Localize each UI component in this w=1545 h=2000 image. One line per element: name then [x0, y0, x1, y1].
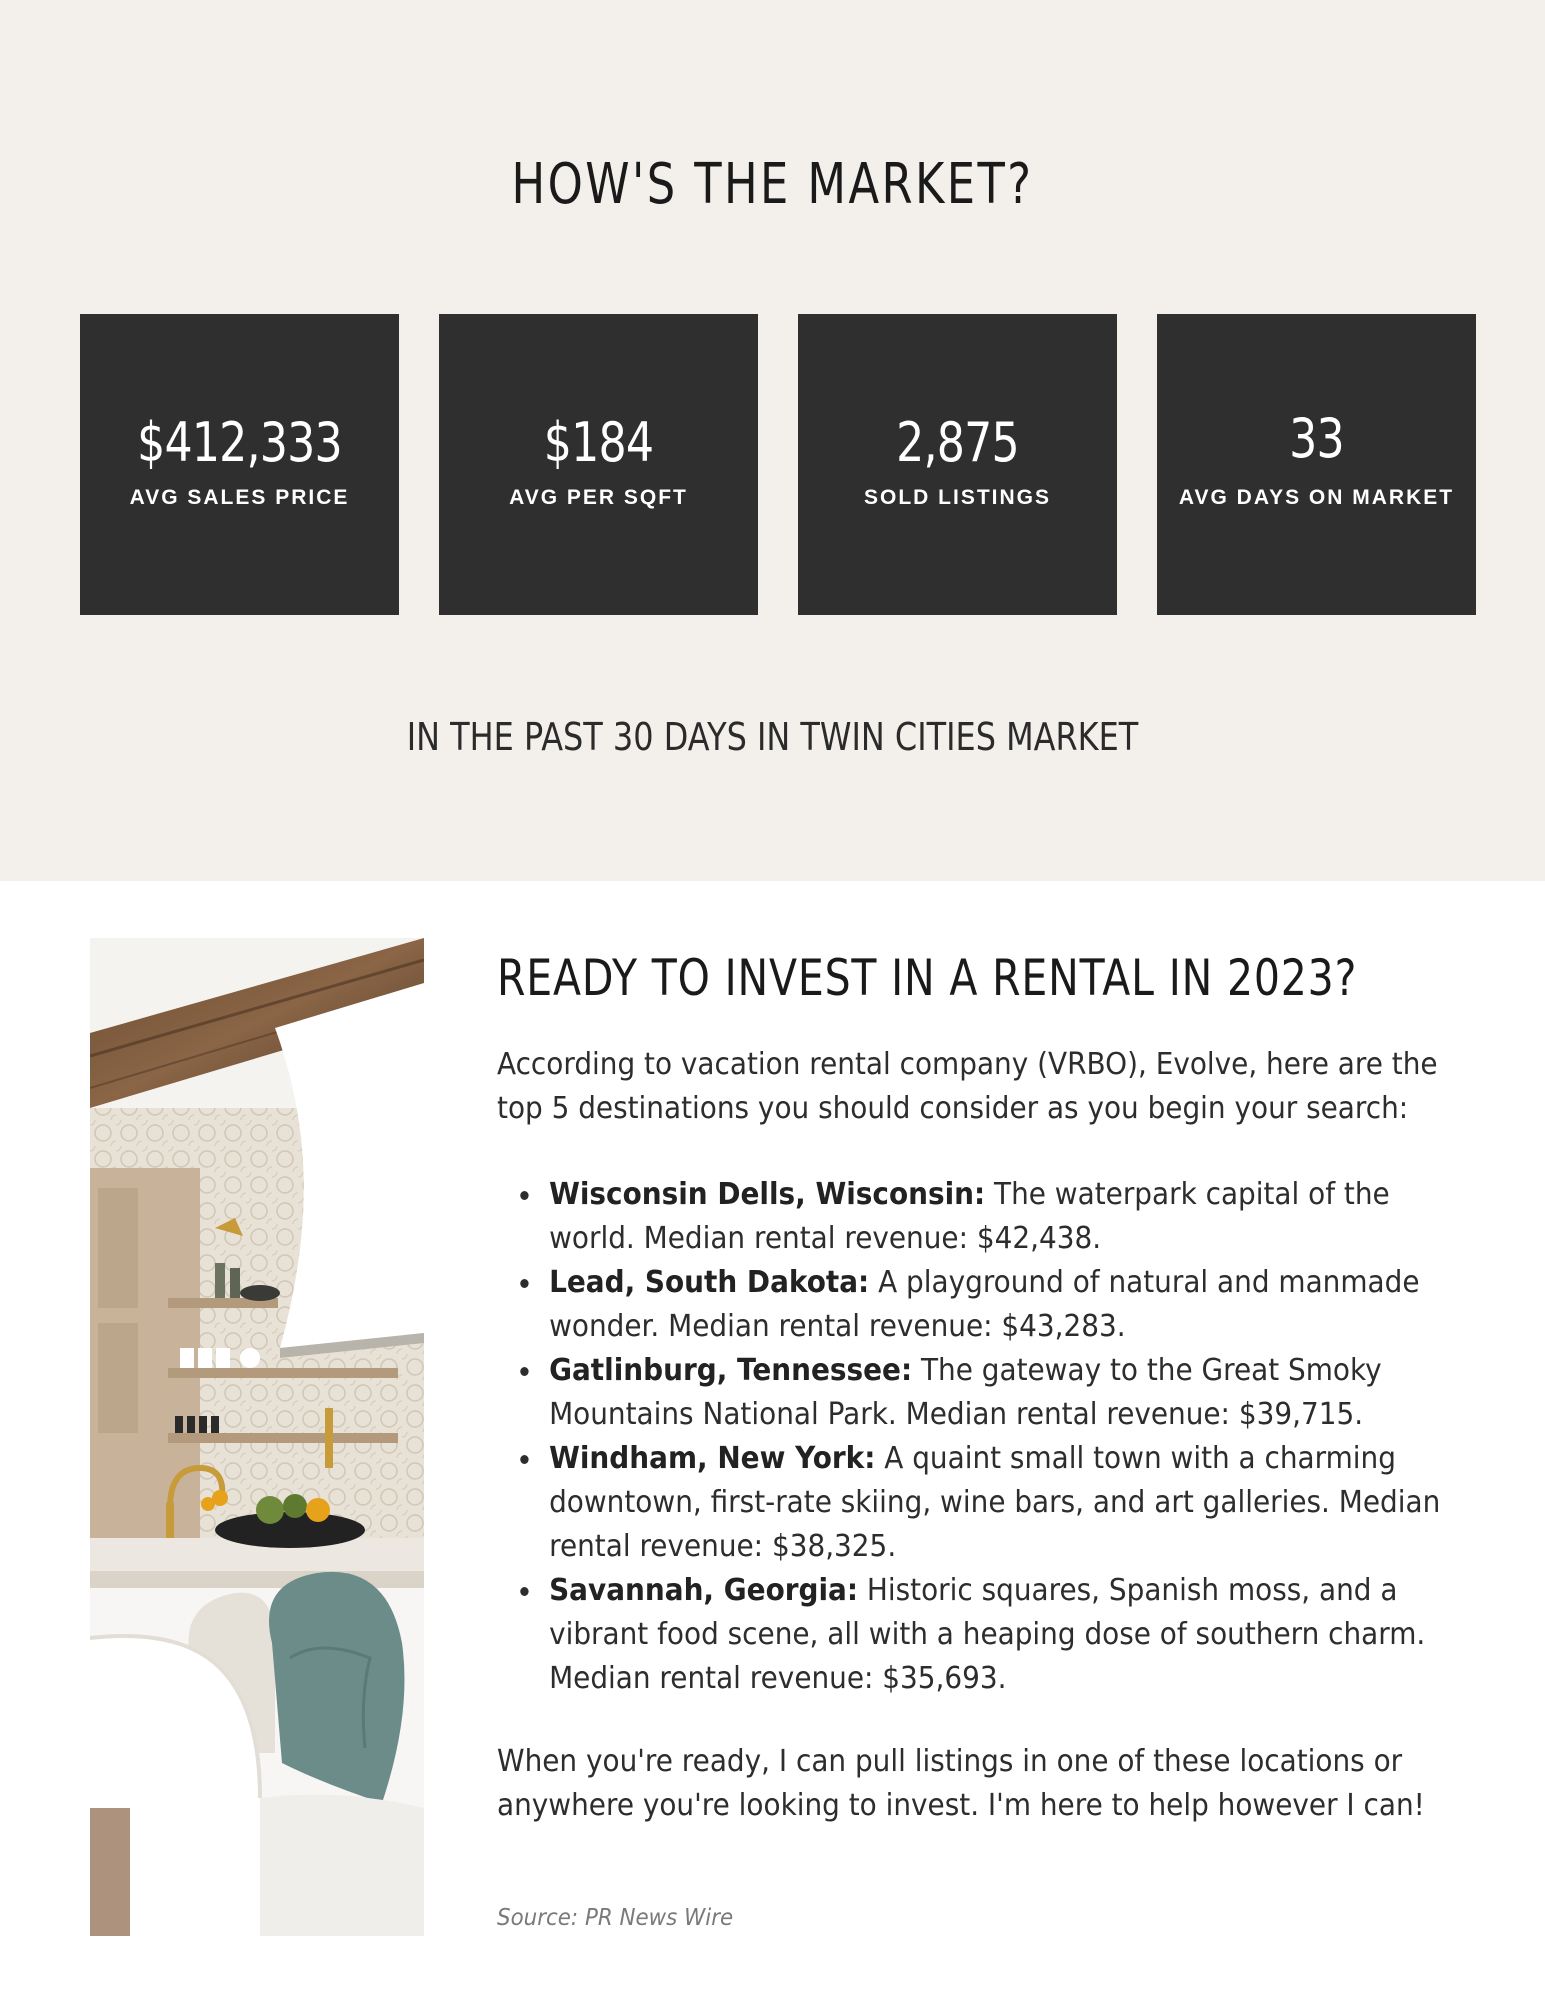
stat-card-avg-per-sqft	[439, 314, 758, 615]
market-period-note: IN THE PAST 30 DAYS IN TWIN CITIES MARKET	[406, 715, 1139, 759]
list-item	[497, 1569, 1455, 1701]
stat-card-sold-listings	[798, 314, 1117, 615]
destination-name: Savannah, Georgia:	[549, 1573, 859, 1608]
stat-value: 2,875	[896, 411, 1019, 474]
stat-card-avg-days-on-market	[1157, 314, 1476, 615]
destination-name: Lead, South Dakota:	[549, 1265, 870, 1300]
market-section	[0, 0, 1545, 881]
intro-paragraph: According to vacation rental company (VRBO), Evolve, here are the top 5 destinations you should consider as you begin your search:	[497, 1047, 1438, 1126]
stat-value: 33	[1289, 407, 1344, 470]
destination-name: Windham, New York:	[549, 1441, 876, 1476]
destination-name: Wisconsin Dells, Wisconsin:	[549, 1177, 986, 1212]
stat-label: SOLD LISTINGS	[863, 486, 1051, 509]
destination-list	[497, 1173, 1455, 1701]
destination-text: A playground of natural and manmade wonder. Median rental revenue: $43,283.	[549, 1265, 1420, 1344]
stat-card-avg-sales-price	[80, 314, 399, 615]
stat-label: AVG PER SQFT	[509, 486, 688, 509]
invest-section	[497, 945, 1457, 1931]
stat-value: $412,333	[137, 411, 342, 474]
destination-text: The gateway to the Great Smoky Mountains National Park. Median rental revenue: $39,715.	[549, 1353, 1382, 1432]
stat-label: AVG SALES PRICE	[129, 486, 350, 509]
invest-title: READY TO INVEST IN A RENTAL IN 2023?	[497, 949, 1358, 1007]
destination-text: Historic squares, Spanish moss, and a vibrant food scene, all with a heaping dose of southern charm. Median rental revenue: $35,693.	[549, 1573, 1426, 1696]
list-item	[497, 1261, 1455, 1349]
destination-name: Gatlinburg, Tennessee:	[549, 1353, 913, 1388]
stat-label: AVG DAYS ON MARKET	[1178, 486, 1455, 509]
kitchen-illustration	[90, 938, 424, 1936]
list-item	[497, 1437, 1455, 1569]
kitchen-photo	[90, 938, 424, 1936]
stat-value: $184	[543, 411, 654, 474]
list-item	[497, 1349, 1455, 1437]
destination-text: The waterpark capital of the world. Median rental revenue: $42,438.	[549, 1177, 1390, 1256]
closing-paragraph: When you're ready, I can pull listings in one of these locations or anywhere you're looking to invest. I'm here to help however I can!	[497, 1744, 1425, 1823]
market-title: HOW'S THE MARKET?	[511, 152, 1034, 217]
source-citation: Source: PR News Wire	[497, 1905, 734, 1931]
list-item	[497, 1173, 1455, 1261]
destination-text: A quaint small town with a charming downtown, first-rate skiing, wine bars, and art galleries. Median rental revenue: $38,325.	[549, 1441, 1441, 1564]
